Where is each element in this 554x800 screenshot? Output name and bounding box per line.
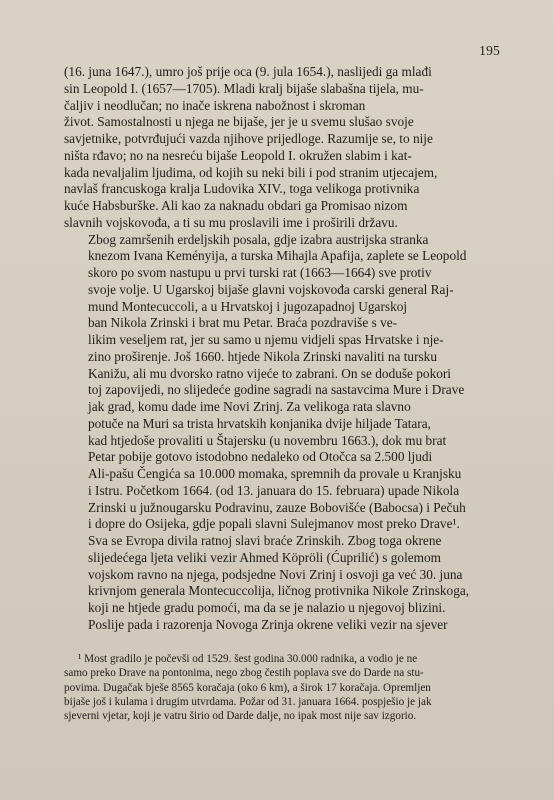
text-line: zino proširenje. Još 1660. htjede Nikola Zrinski navaliti na tursku — [88, 348, 437, 364]
text-line: navlaš francuskoga kralja Ludovika XIV., toga velikoga protivnika — [64, 181, 420, 197]
text-line: krivnjom generala Montecuccolija, ličnog protivnika Nikole Zrinskoga, — [88, 583, 470, 599]
text-line: i Istru. Početkom 1664. (od 13. januara do 15. februara) upade Nikola — [88, 482, 460, 498]
text-line: sin Leopold I. (1657—1705). Mladi kralj bijaše slabašna tijela, mu- — [64, 80, 424, 96]
text-line: potuče na Muri sa trista hrvatskih konjanika dvije hiljade Tatara, — [88, 415, 431, 431]
text-line: život. Samostalnosti u njega ne bijaše, jer je u svemu slušao svoje — [64, 114, 414, 130]
footnote-line: ¹ Most gradilo je počevši od 1529. šest godina 30.000 radnika, a vodio je ne — [78, 653, 418, 665]
paragraph-1 — [64, 64, 500, 232]
text-line: Ali-pašu Čengića sa 10.000 momaka, spremnih da provale u Kranjsku — [88, 466, 462, 481]
text-line: slavnih vojskovođa, a ti su mu proslavili ime i proširili državu. — [64, 214, 398, 230]
text-line: toj zapovijedi, no slijedeće godine sagradi na sastavcima Mure i Drave — [88, 382, 465, 398]
text-line: Sva se Evropa divila ratnoj slavi braće Zrinskih. Zbog toga okrene — [88, 533, 442, 548]
text-line: čaljiv i neodlučan; no inače iskrena nabožnost i skroman — [64, 97, 366, 113]
text-line: savjetnike, potvrđujući vazda njihove prijedloge. Razumije se, to nije — [64, 131, 433, 146]
text-line: jak grad, komu dade ime Novi Zrinj. Za velikoga rata slavno — [88, 399, 411, 414]
text-line: (16. juna 1647.), umro još prije oca (9. jula 1654.), naslijedi ga mlađi — [64, 64, 432, 79]
footnote-line: povima. Dugačak bješe 8565 koračaja (oko 6 km), a širok 17 koračaja. Opremljen — [64, 681, 431, 694]
footnote-line: bijaše još i kulama i drugim utvrdama. Požar od 31. januara 1664. pospješio je jak — [64, 695, 432, 708]
text-line: Zrinski u južnougarsku Podravinu, zauze Bobovišće (Babocsa) i Pečuh — [88, 499, 466, 515]
text-line: koji ne htjede gradu pomoći, ma da se je nalazio u njegovoj blizini. — [88, 600, 446, 615]
text-line: knezom Ivana Keményija, a turska Mihajla Apafija, zaplete se Leopold — [88, 248, 467, 264]
text-line: Zbog zamršenih erdeljskih posala, gdje izabra austrijska stranka — [88, 231, 429, 247]
text-line: skoro po svom nastupu u prvi turski rat (1663—1664) sve protiv — [88, 265, 432, 280]
footnote-line: sjeverni vjetar, koji je vatru širio od Darde dalje, no ipak most nije sav izgorio. — [64, 710, 417, 723]
text-line: ništa rđavo; no na nesreću bijaše Leopold I. okružen slabim i kat- — [64, 147, 412, 163]
text-line: Poslije pada i razorenja Novoga Zrinja okrene veliki vezir na sjever — [88, 616, 448, 632]
text-line: kuće Habsburške. Ali kao za naknadu obdari ga Promisao nizom — [64, 198, 408, 213]
paragraph-2 — [64, 232, 500, 634]
text-line: vojskom ravno na njega, podsjedne Novi Zrinj i osvoji ga već 30. juna — [88, 566, 463, 582]
text-line: ban Nikola Zrinski i brat mu Petar. Braća pozdraviše s ve- — [88, 315, 398, 331]
text-line: mund Montecuccoli, a u Hrvatskoj i jugozapadnoj Ugarskoj — [88, 298, 408, 314]
main-text — [64, 64, 500, 634]
text-line: Petar pobije gotovo istodobno nedaleko od Otočca sa 2.500 ljudi — [88, 449, 433, 465]
text-line: slijedećega ljeta veliki vezir Ahmed Köpröli (Ćuprilić) s golemom — [88, 549, 442, 565]
text-line: kada nevaljalim ljudima, od kojih su neki bili i pod stranim utjecajem, — [64, 164, 438, 180]
text-line: svoje volje. U Ugarskoj bijaše glavni vojskovođa carski general Raj- — [88, 281, 454, 297]
text-line: likim veseljem rat, jer su samo u njemu vidjeli spas Hrvatske i nje- — [88, 332, 444, 347]
footnote-line: samo preko Drave na pontonima, nego zbog čestih poplava sve do Darde na stu- — [64, 667, 424, 680]
footnotes — [64, 652, 500, 723]
text-line: i dopre do Osijeka, gdje popali slavni Sulejmanov most preko Drave¹. — [88, 516, 460, 532]
page-number: 195 — [479, 43, 500, 58]
text-line: kad htjedoše provaliti u Štajersku (u novembru 1663.), dok mu brat — [88, 432, 447, 448]
text-line: Kanižu, ali mu dvorsko ratno vijeće to zabrani. On se doduše pokori — [88, 365, 451, 381]
